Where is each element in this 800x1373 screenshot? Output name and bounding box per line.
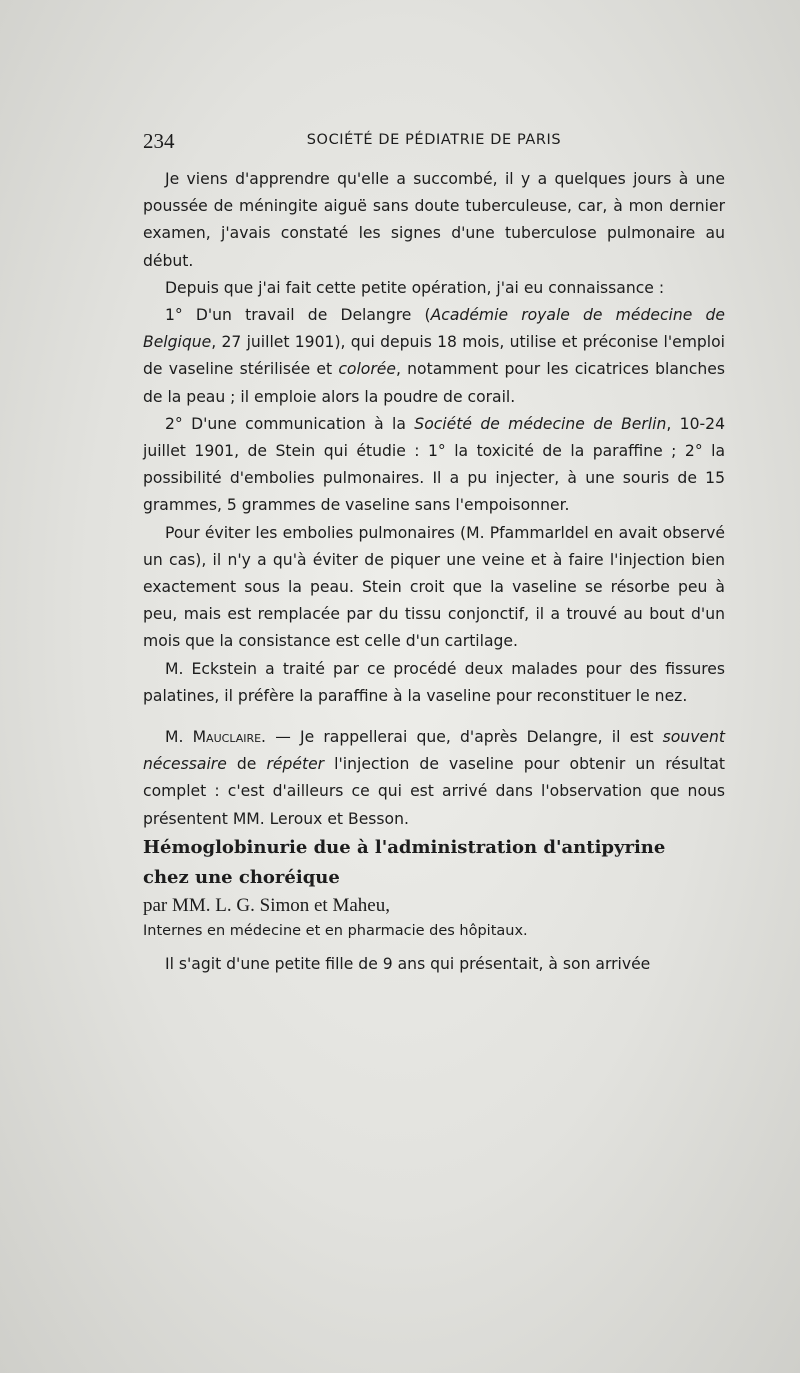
page-number: 234: [143, 129, 175, 153]
paragraph-3: 1° D'un travail de Delangre (Académie royale de médecine de Belgique, 27 juillet 1901), qui depuis 18 mois, utilise et préconise l'emploi de vaseline stérilisée et colorée, notamment pour les cicatrices blanches de la peau ; il emploie alors la poudre de corail.: [143, 306, 725, 406]
paragraph-6: M. Eckstein a traité par ce procédé deux malades pour des fissures palatines, il préfère la paraffine à la vaseline pour reconstituer le nez.: [143, 659, 725, 705]
society-name: Société de médecine de Berlin: [414, 414, 667, 433]
paragraph-7: M. Mauclaire. — Je rappellerai que, d'après Delangre, il est souvent nécessaire de répéter l'injection de vaseline pour obtenir un résultat complet : c'est d'ailleurs ce qui est arrivé dans l'observation que nous présentent MM. Leroux et Besson.: [143, 728, 726, 828]
speaker-name: M. Mauclaire.: [165, 728, 267, 747]
paragraph-1: Je viens d'apprendre qu'elle a succombé, il y a quelques jours à une poussée de méningite aiguë sans doute tuberculeuse, car, à mon dernier examen, j'avais constaté les signes d'une tuberculose pulmonaire au début.: [143, 170, 725, 270]
page-header: [143, 129, 725, 155]
article-first-line: Il s'agit d'une petite fille de 9 ans qui présentait, à son arrivée: [165, 954, 651, 973]
paragraph-4: 2° D'une communication à la Société de médecine de Berlin, 10-24 juillet 1901, de Stein qui étudie : 1° la toxicité de la paraffine ; 2° la possibilité d'embolies pulmonaires. Il a pu injecter, à une souris de 15 grammes, 5 grammes de vaseline sans l'empoisonner.: [143, 414, 725, 515]
article-title: Hémoglobinurie due à l'administration d'antipyrine chez une choréique: [143, 836, 666, 888]
body-text: [143, 166, 725, 978]
article-authors: par MM. L. G. Simon et Maheu,: [143, 894, 390, 916]
running-head: SOCIÉTÉ DE PÉDIATRIE DE PARIS: [306, 132, 562, 148]
article-affiliation: Internes en médecine et en pharmacie des hôpitaux.: [143, 922, 528, 939]
journal-name: Académie royale de médecine de Belgique: [143, 306, 725, 352]
paragraph-5: Pour éviter les embolies pulmonaires (M. Pfammarldel en avait observé un cas), il n'y a qu'à éviter de piquer une veine et à faire l'injection bien exactement sous la peau. Stein croit que la vaseline se résorbe peu à peu, mais est remplacée par du tissu conjonctif, il a trouvé au bout d'un mois que la consistance est celle d'un cartilage.: [143, 523, 725, 651]
paragraph-2: Depuis que j'ai fait cette petite opération, j'ai eu connaissance :: [165, 278, 665, 297]
